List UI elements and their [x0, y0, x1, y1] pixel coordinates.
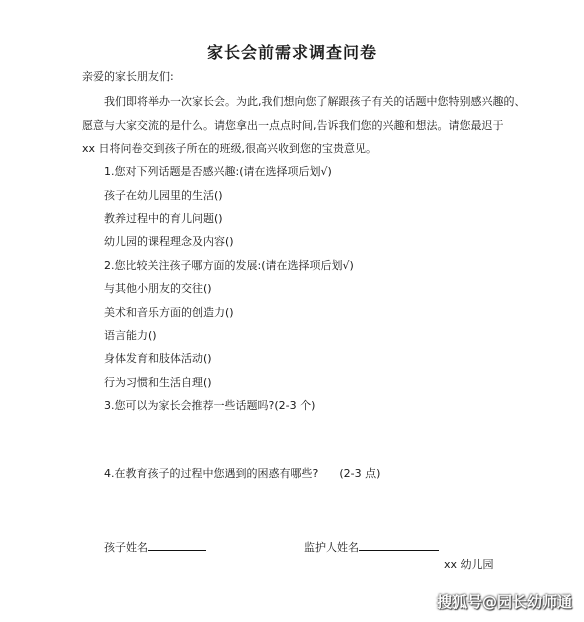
guardian-name-blank[interactable] — [359, 539, 439, 551]
question-1-option[interactable]: 幼儿园的课程理念及内容() — [104, 235, 234, 248]
intro-line-2: 愿意与大家交流的是什么。请您拿出一点点时间,告诉我们您的兴趣和想法。请您最迟于 — [82, 119, 504, 132]
question-2-option[interactable]: 身体发育和肢体活动() — [104, 352, 212, 365]
question-2-label: 2.您比较关注孩子哪方面的发展:(请在选择项后划√) — [104, 259, 354, 272]
greeting: 亲爱的家长朋友们: — [82, 70, 174, 83]
question-4-label — [104, 467, 380, 481]
question-2-option[interactable]: 语言能力() — [104, 329, 157, 342]
guardian-name-label: 监护人姓名 — [304, 541, 359, 554]
school-name: xx 幼儿园 — [444, 558, 494, 571]
question-1-label: 1.您对下列话题是否感兴趣:(请在选择项后划√) — [104, 165, 332, 178]
question-4-text: 4.在教育孩子的过程中您遇到的困惑有哪些? — [104, 467, 319, 480]
document-title: 家长会前需求调查问卷 — [206, 43, 377, 62]
question-2-option[interactable]: 行为习惯和生活自理() — [104, 376, 212, 389]
intro-line-1: 我们即将举办一次家长会。为此,我们想向您了解跟孩子有关的话题中您特别感兴趣的、 — [104, 95, 526, 108]
question-2-option[interactable]: 美术和音乐方面的创造力() — [104, 306, 234, 319]
question-1-option[interactable]: 教养过程中的育儿问题() — [104, 212, 223, 225]
question-3-label: 3.您可以为家长会推荐一些话题吗?(2-3 个) — [104, 399, 316, 412]
child-name-blank[interactable] — [148, 539, 206, 551]
intro-line-3: xx 日将问卷交到孩子所在的班级,很高兴收到您的宝贵意见。 — [82, 142, 378, 155]
question-1-option[interactable]: 孩子在幼儿园里的生活() — [104, 189, 223, 202]
question-4-note: (2-3 点) — [339, 467, 381, 480]
child-name-field[interactable] — [104, 539, 206, 555]
guardian-name-field[interactable] — [304, 539, 439, 555]
child-name-label: 孩子姓名 — [104, 541, 148, 554]
question-2-option[interactable]: 与其他小朋友的交往() — [104, 282, 212, 295]
watermark-text: 搜狐号@园长幼师通 — [436, 593, 572, 611]
